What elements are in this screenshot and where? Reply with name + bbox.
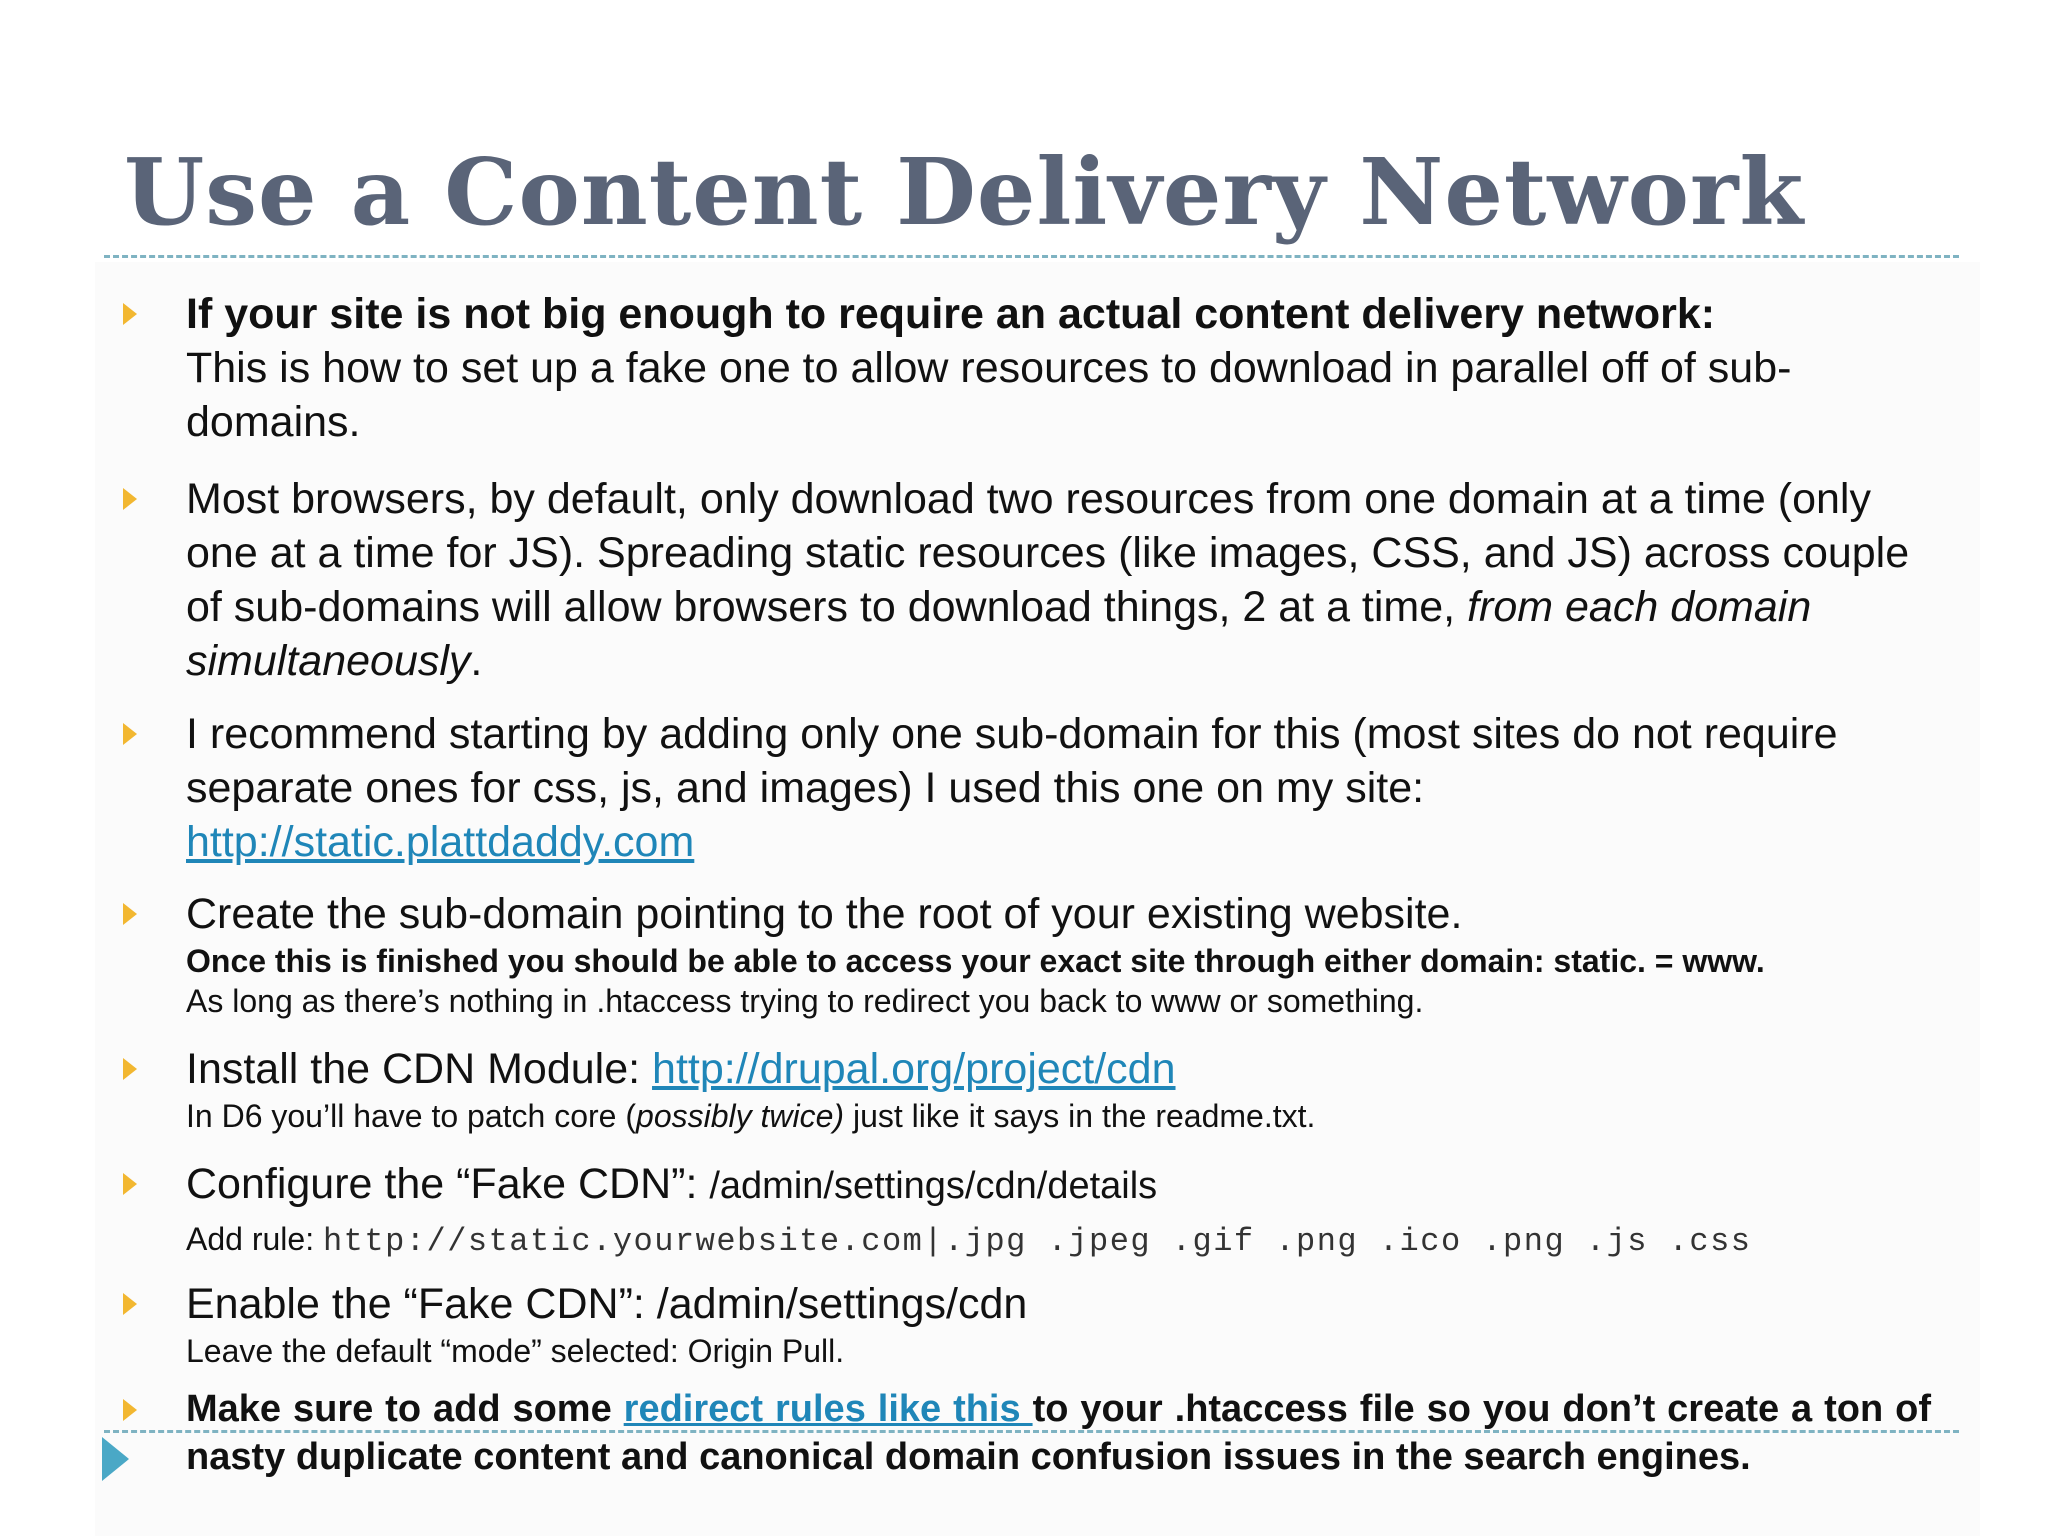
bullet-text: This is how to set up a fake one to allow resources to download in parallel off of sub-domains. — [186, 344, 1792, 446]
static-site-link[interactable]: http://static.plattdaddy.com — [186, 818, 695, 866]
triangle-right-icon — [123, 303, 137, 325]
note-italic: possibly twice) — [636, 1098, 845, 1134]
triangle-right-icon — [123, 723, 137, 745]
triangle-right-icon — [123, 488, 137, 510]
bullet-note-bold: Once this is finished you should be able to access your exact site through either domain: static. = www. — [186, 943, 1765, 979]
bullet-lead: If your site is not big enough to require an actual content delivery network: — [186, 290, 1716, 338]
rule-label: Add rule: — [186, 1221, 323, 1257]
blue-triangle-icon — [102, 1437, 129, 1481]
footer-divider — [104, 1430, 1959, 1433]
slide-title: Use a Content Delivery Network — [124, 138, 1805, 246]
note-pre: In D6 you’ll have to patch core ( — [186, 1098, 637, 1134]
triangle-right-icon — [123, 903, 137, 925]
triangle-right-icon — [123, 1293, 137, 1315]
bullet-note: Leave the default “mode” selected: Origin Pull. — [186, 1333, 845, 1369]
settings-path: /admin/settings/cdn/details — [709, 1165, 1158, 1207]
bullet-text: I recommend starting by adding only one sub-domain for this (most sites do not require separate ones for css, js, and images) I used this one on my site: — [186, 710, 1838, 812]
triangle-right-icon — [123, 1058, 137, 1080]
bullet-note — [186, 1096, 1936, 1136]
add-rule-line — [186, 1219, 1936, 1262]
bullet-text: Most browsers, by default, only download two resources from one domain at a time (only one at a time for JS). Spreading static resources (like images, CSS, and JS) across couple of sub-domains will allow browsers to download things, 2 at a time, — [186, 475, 1910, 631]
bullet-text: Create the sub-domain pointing to the root of your existing website. — [186, 890, 1463, 938]
bullet-text: Enable the “Fake CDN”: /admin/settings/cdn — [186, 1280, 1028, 1328]
redirect-rules-link[interactable]: redirect rules like this — [623, 1388, 1033, 1430]
bullet-pre: Make sure to add some — [186, 1388, 624, 1430]
bullet-emphasis: from each domain simultaneously — [186, 583, 1812, 685]
cdn-module-link[interactable]: http://drupal.org/project/cdn — [652, 1045, 1176, 1093]
note-post: just like it says in the readme.txt. — [844, 1098, 1316, 1134]
bullet-tail: . — [470, 637, 483, 685]
bullet-text: Configure the “Fake CDN”: — [186, 1160, 710, 1208]
rule-code: http://static.yourwebsite.com|.jpg .jpeg .gif .png .ico .png .js .css — [322, 1223, 1752, 1260]
bullet-note: As long as there’s nothing in .htaccess trying to redirect you back to www or something. — [186, 983, 1424, 1019]
triangle-right-icon — [123, 1173, 137, 1195]
bullet-post: to your .htaccess file so you don’t create a ton of nasty duplicate content and canonical domain confusion issues in the search engines. — [186, 1388, 1931, 1478]
bullet-text: Install the CDN Module: — [186, 1045, 653, 1093]
triangle-right-icon — [123, 1399, 137, 1421]
title-divider — [104, 255, 1959, 258]
bullet-text — [186, 1385, 1931, 1481]
